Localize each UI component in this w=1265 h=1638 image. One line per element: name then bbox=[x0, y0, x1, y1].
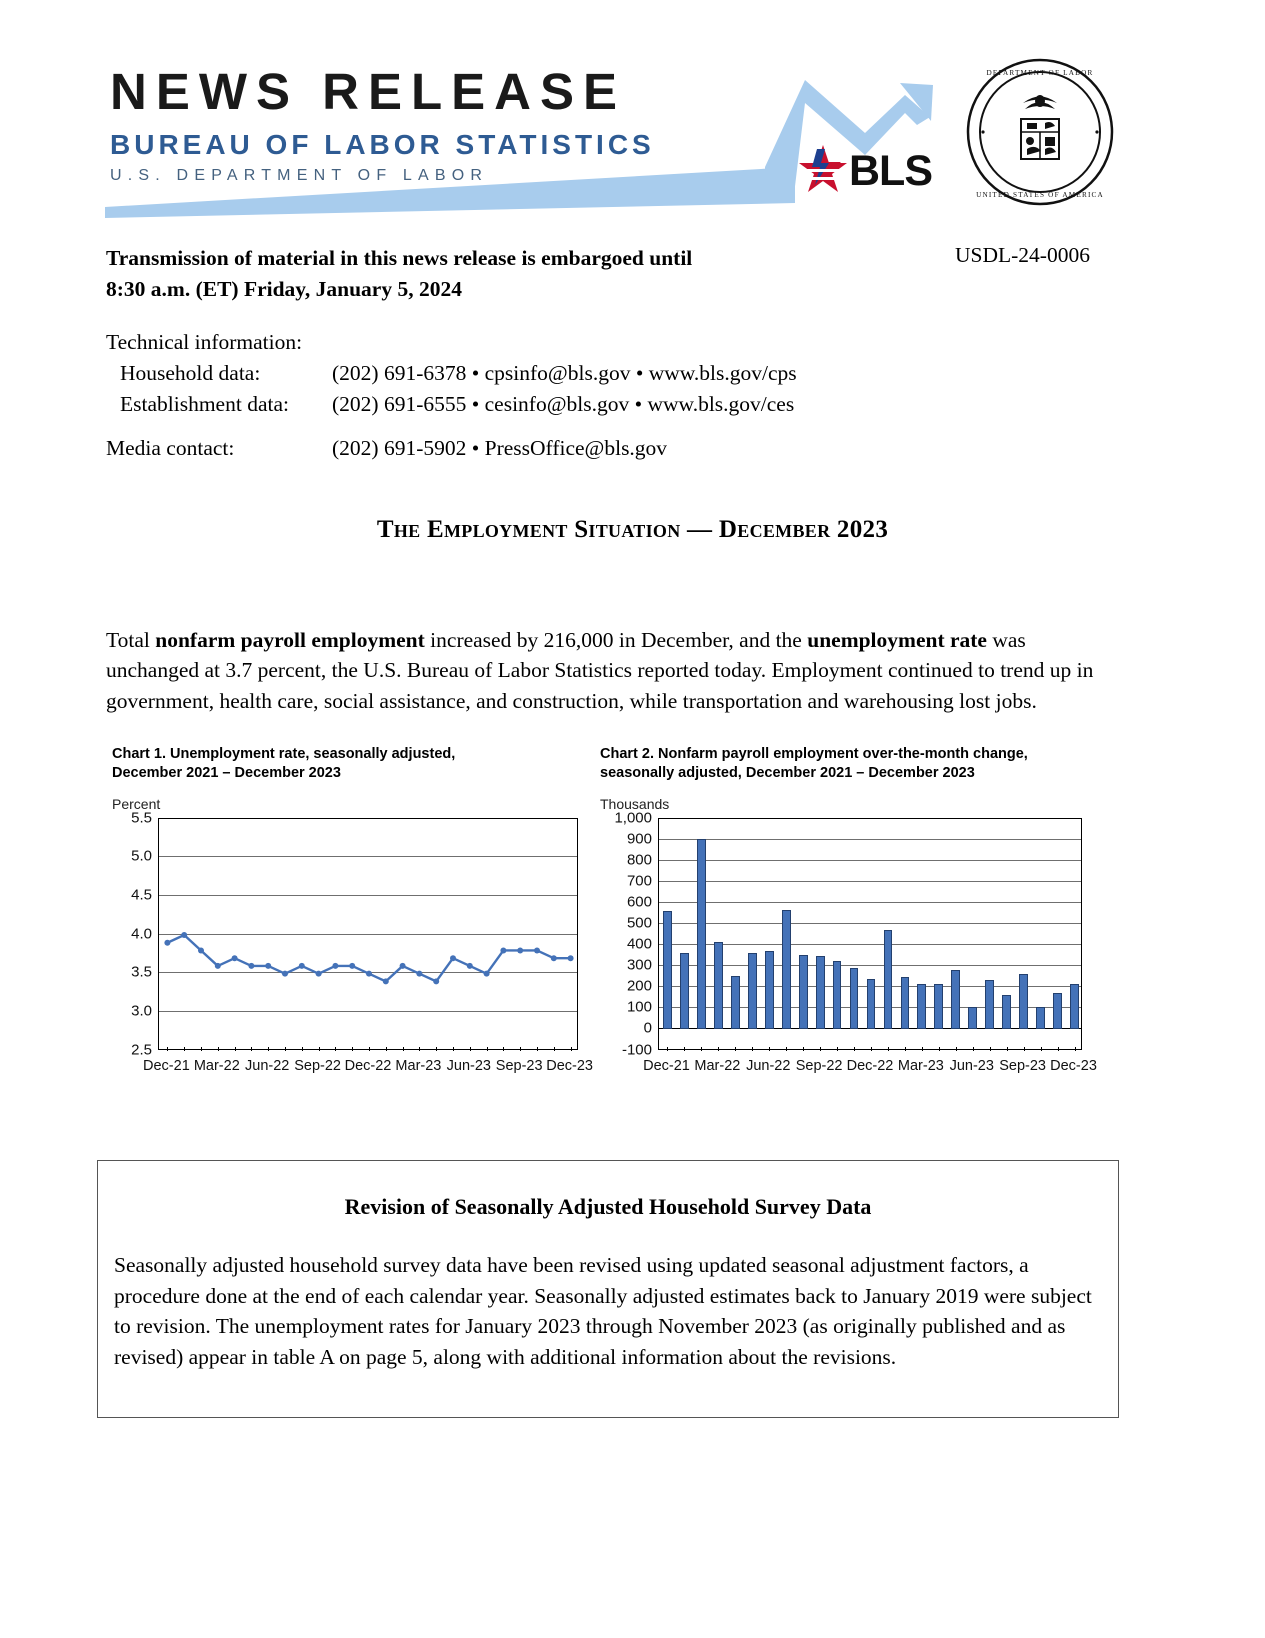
point-Jan-22 bbox=[181, 932, 187, 938]
lead-bold-nonfarm: nonfarm payroll employment bbox=[155, 627, 425, 652]
embargo-line-1: Transmission of material in this news release is embargoed until bbox=[106, 246, 693, 270]
point-Jan-23 bbox=[383, 978, 389, 984]
bar-Jul-23 bbox=[985, 980, 994, 1030]
point-Feb-23 bbox=[400, 962, 406, 968]
chart2-axis-tick-mark bbox=[820, 1047, 821, 1051]
point-Oct-23 bbox=[534, 947, 540, 953]
chart-1-y-axis-unit: Percent bbox=[112, 795, 161, 812]
point-Mar-23 bbox=[416, 970, 422, 976]
technical-information bbox=[106, 327, 797, 421]
bar-Dec-21 bbox=[663, 911, 672, 1029]
chart2-gridline-1 bbox=[659, 839, 1081, 840]
point-May-22 bbox=[248, 962, 254, 968]
chart-1-title bbox=[112, 745, 590, 784]
chart2-axis-tick-mark bbox=[854, 1047, 855, 1051]
lead-part-2: increased by 216,000 in December, and the bbox=[424, 627, 808, 652]
point-Sep-22 bbox=[316, 970, 322, 976]
chart1-x-tick-4: Dec-22 bbox=[344, 1057, 392, 1074]
point-Nov-22 bbox=[349, 962, 355, 968]
revision-box-title: Revision of Seasonally Adjusted Household Survey Data bbox=[344, 1194, 872, 1219]
chart-1-x-axis-labels bbox=[143, 1057, 593, 1082]
bls-wordmark: BLS bbox=[849, 147, 932, 195]
point-Aug-22 bbox=[299, 962, 305, 968]
bar-Oct-22 bbox=[833, 961, 842, 1029]
chart2-x-tick-4: Dec-22 bbox=[846, 1057, 894, 1074]
chart1-x-tick-5: Mar-23 bbox=[395, 1057, 442, 1074]
chart-1-plot-wrapper bbox=[112, 809, 593, 1084]
chart-1-title-line-2: December 2021 – December 2023 bbox=[112, 765, 341, 782]
point-Jul-22 bbox=[282, 970, 288, 976]
chart-2-title-line-2: seasonally adjusted, December 2021 – December 2023 bbox=[600, 765, 975, 782]
embargo-notice bbox=[106, 243, 806, 304]
chart2-axis-tick-mark bbox=[1024, 1047, 1025, 1051]
chart2-y-tick-2: 800 bbox=[626, 851, 652, 869]
masthead bbox=[105, 55, 1135, 220]
point-Jul-23 bbox=[484, 970, 490, 976]
point-Apr-23 bbox=[433, 978, 439, 984]
chart2-gridline-3 bbox=[659, 881, 1081, 882]
lead-paragraph bbox=[106, 625, 1096, 718]
chart2-x-tick-0: Dec-21 bbox=[643, 1057, 690, 1074]
chart-1-y-axis-labels bbox=[112, 809, 158, 1059]
chart2-axis-tick-mark bbox=[905, 1047, 906, 1051]
bar-Jun-22 bbox=[765, 951, 774, 1029]
chart2-gridline-2 bbox=[659, 860, 1081, 861]
chart1-y-tick-5: 3.0 bbox=[131, 1002, 152, 1020]
chart-1-title-line-1: Chart 1. Unemployment rate, seasonally adjusted, bbox=[112, 746, 456, 762]
chart2-axis-tick-mark bbox=[956, 1047, 957, 1051]
point-Oct-22 bbox=[332, 962, 338, 968]
media-contact-row bbox=[106, 436, 667, 461]
chart1-y-tick-1: 5.0 bbox=[131, 847, 152, 865]
point-Dec-21 bbox=[164, 939, 170, 945]
household-data-value: (202) 691-6378 • cpsinfo@bls.gov • www.bls.gov/cps bbox=[332, 361, 797, 386]
chart2-axis-tick-mark bbox=[939, 1047, 940, 1051]
chart2-axis-tick-mark bbox=[735, 1047, 736, 1051]
bar-Dec-22 bbox=[867, 979, 876, 1029]
chart1-y-tick-4: 3.5 bbox=[131, 963, 152, 981]
chart2-axis-tick-mark bbox=[667, 1047, 668, 1051]
chart2-axis-tick-mark bbox=[1075, 1047, 1076, 1051]
revision-box-body: Seasonally adjusted household survey data have been revised using updated seasonal adjustment factors, a procedure done at the end of each calendar year. Seasonally adjusted estimates back to January 2019 were subject to revision. The unemployment rates for January 2023 through November 2023 (as originally published and as revised) appear in table A on page 5, along with additional information about the revisions. bbox=[114, 1253, 1092, 1370]
chart2-y-tick-0: 1,000 bbox=[614, 809, 652, 827]
department-name: U.S. DEPARTMENT OF LABOR bbox=[110, 166, 489, 184]
establishment-data-value: (202) 691-6555 • cesinfo@bls.gov • www.bls.gov/ces bbox=[332, 392, 795, 417]
lead-part-3: was unchanged at 3.7 percent, the U.S. Bureau of Labor Statistics reported today. Employment continued to trend up in government, health care, social assistance, and construction, while transportation and warehousing lost jobs. bbox=[106, 627, 1094, 714]
point-Feb-22 bbox=[198, 947, 204, 953]
media-contact-label: Media contact: bbox=[106, 436, 235, 460]
chart2-x-tick-6: Jun-23 bbox=[949, 1057, 994, 1074]
point-Mar-22 bbox=[215, 962, 221, 968]
bar-Jan-22 bbox=[680, 953, 689, 1030]
chart2-x-tick-2: Jun-22 bbox=[746, 1057, 791, 1074]
bureau-name: BUREAU OF LABOR STATISTICS bbox=[110, 128, 655, 160]
chart1-x-tick-7: Sep-23 bbox=[495, 1057, 543, 1074]
bar-Oct-23 bbox=[1036, 1007, 1045, 1029]
bar-Sep-23 bbox=[1019, 974, 1028, 1029]
chart2-y-tick-8: 200 bbox=[626, 977, 652, 995]
chart1-y-tick-2: 4.5 bbox=[131, 886, 152, 904]
chart2-axis-tick-mark bbox=[718, 1047, 719, 1051]
chart-2-y-axis-unit: Thousands bbox=[600, 795, 670, 812]
bar-May-23 bbox=[951, 970, 960, 1029]
svg-text:DEPARTMENT OF LABOR: DEPARTMENT OF LABOR bbox=[986, 69, 1094, 77]
chart1-line-series bbox=[159, 819, 579, 1051]
chart2-y-tick-3: 700 bbox=[626, 872, 652, 890]
chart2-axis-tick-mark bbox=[922, 1047, 923, 1051]
chart1-x-tick-0: Dec-21 bbox=[143, 1057, 190, 1074]
bar-Feb-23 bbox=[901, 977, 910, 1029]
chart2-gridline-5 bbox=[659, 923, 1081, 924]
news-release-title: NEWS RELEASE bbox=[110, 63, 627, 120]
point-Dec-22 bbox=[366, 970, 372, 976]
bar-Jan-23 bbox=[884, 930, 893, 1030]
point-Nov-23 bbox=[551, 955, 557, 961]
page-title: The Employment Situation — December 2023 bbox=[376, 516, 889, 543]
chart2-axis-tick-mark bbox=[701, 1047, 702, 1051]
chart1-y-tick-6: 2.5 bbox=[131, 1041, 152, 1059]
bar-Mar-23 bbox=[917, 984, 926, 1030]
point-Sep-23 bbox=[517, 947, 523, 953]
bls-logo bbox=[799, 143, 949, 203]
chart2-x-tick-8: Dec-23 bbox=[1050, 1057, 1097, 1074]
usdl-number: USDL-24-0006 bbox=[955, 243, 1090, 267]
chart-2-plot-area bbox=[658, 818, 1082, 1050]
chart2-axis-tick-mark bbox=[973, 1047, 974, 1051]
bar-Aug-22 bbox=[799, 955, 808, 1029]
chart-2-title-line-1: Chart 2. Nonfarm payroll employment over-the-month change, bbox=[600, 746, 1028, 762]
chart-1 bbox=[112, 745, 593, 1095]
point-Jun-22 bbox=[265, 962, 271, 968]
chart2-axis-tick-mark bbox=[1007, 1047, 1008, 1051]
chart1-x-tick-3: Sep-22 bbox=[294, 1057, 341, 1074]
chart-2-plot-wrapper bbox=[600, 809, 1097, 1084]
chart2-axis-tick-mark bbox=[752, 1047, 753, 1051]
chart2-axis-tick-mark bbox=[990, 1047, 991, 1051]
chart1-y-tick-0: 5.5 bbox=[131, 809, 152, 827]
establishment-data-label: Establishment data: bbox=[120, 392, 289, 417]
chart-2-title bbox=[600, 745, 1090, 784]
chart2-axis-tick-mark bbox=[837, 1047, 838, 1051]
svg-text:UNITED STATES OF AMERICA: UNITED STATES OF AMERICA bbox=[976, 191, 1104, 199]
chart2-axis-tick-mark bbox=[871, 1047, 872, 1051]
bar-Sep-22 bbox=[816, 956, 825, 1030]
bar-Jul-22 bbox=[782, 910, 791, 1030]
chart-2-y-axis-labels bbox=[600, 809, 658, 1059]
contact-row-establishment bbox=[120, 389, 797, 420]
point-May-23 bbox=[450, 955, 456, 961]
chart1-x-tick-8: Dec-23 bbox=[546, 1057, 593, 1074]
chart2-y-tick-4: 600 bbox=[626, 893, 652, 911]
chart2-axis-tick-mark bbox=[786, 1047, 787, 1051]
chart-1-plot-area bbox=[158, 818, 578, 1050]
point-Apr-22 bbox=[232, 955, 238, 961]
chart2-y-tick-11: -100 bbox=[621, 1041, 652, 1059]
chart1-x-tick-2: Jun-22 bbox=[245, 1057, 290, 1074]
chart2-axis-tick-mark bbox=[684, 1047, 685, 1051]
bar-Jun-23 bbox=[968, 1007, 977, 1029]
bar-Mar-22 bbox=[714, 942, 723, 1029]
chart1-x-tick-6: Jun-23 bbox=[446, 1057, 491, 1074]
point-Jun-23 bbox=[467, 962, 473, 968]
bar-Dec-23 bbox=[1070, 984, 1079, 1030]
embargo-line-2: 8:30 a.m. (ET) Friday, January 5, 2024 bbox=[106, 276, 462, 301]
chart-2-x-axis-labels bbox=[643, 1057, 1097, 1082]
revision-box bbox=[97, 1160, 1119, 1418]
chart2-x-tick-1: Mar-22 bbox=[694, 1057, 741, 1074]
chart2-x-tick-5: Mar-23 bbox=[897, 1057, 944, 1074]
chart2-gridline-4 bbox=[659, 902, 1081, 903]
bar-May-22 bbox=[748, 953, 757, 1030]
chart-2 bbox=[600, 745, 1097, 1095]
chart2-axis-tick-mark bbox=[1058, 1047, 1059, 1051]
masthead-text bbox=[110, 65, 655, 185]
media-contact-value: (202) 691-5902 • PressOffice@bls.gov bbox=[332, 436, 668, 460]
point-Dec-23 bbox=[568, 955, 574, 961]
contact-row-household bbox=[120, 358, 797, 389]
chart1-x-tick-1: Mar-22 bbox=[193, 1057, 240, 1074]
bar-Aug-23 bbox=[1002, 995, 1011, 1030]
bar-Apr-23 bbox=[934, 984, 943, 1030]
chart2-axis-tick-mark bbox=[803, 1047, 804, 1051]
technical-information-heading: Technical information: bbox=[106, 330, 303, 354]
bar-Nov-22 bbox=[850, 968, 859, 1029]
lead-part-1: Total bbox=[106, 627, 156, 652]
chart2-y-tick-5: 500 bbox=[626, 914, 652, 932]
bar-Nov-23 bbox=[1053, 993, 1062, 1029]
chart2-y-tick-9: 100 bbox=[626, 998, 652, 1016]
chart2-x-tick-7: Sep-23 bbox=[999, 1057, 1047, 1074]
bar-Feb-22 bbox=[697, 839, 706, 1030]
chart2-y-tick-10: 0 bbox=[643, 1019, 652, 1037]
chart2-y-tick-6: 400 bbox=[626, 935, 652, 953]
chart2-y-tick-7: 300 bbox=[626, 956, 652, 974]
household-data-label: Household data: bbox=[120, 361, 261, 386]
chart2-x-tick-3: Sep-22 bbox=[795, 1057, 843, 1074]
chart1-y-tick-3: 4.0 bbox=[131, 925, 152, 943]
chart2-axis-tick-mark bbox=[888, 1047, 889, 1051]
chart2-axis-tick-mark bbox=[769, 1047, 770, 1051]
point-Aug-23 bbox=[500, 947, 506, 953]
lead-bold-unemployment: unemployment rate bbox=[807, 627, 987, 652]
dol-seal-icon bbox=[965, 57, 1115, 207]
bar-Apr-22 bbox=[731, 976, 740, 1030]
chart2-axis-tick-mark bbox=[1041, 1047, 1042, 1051]
chart2-y-tick-1: 900 bbox=[626, 830, 652, 848]
